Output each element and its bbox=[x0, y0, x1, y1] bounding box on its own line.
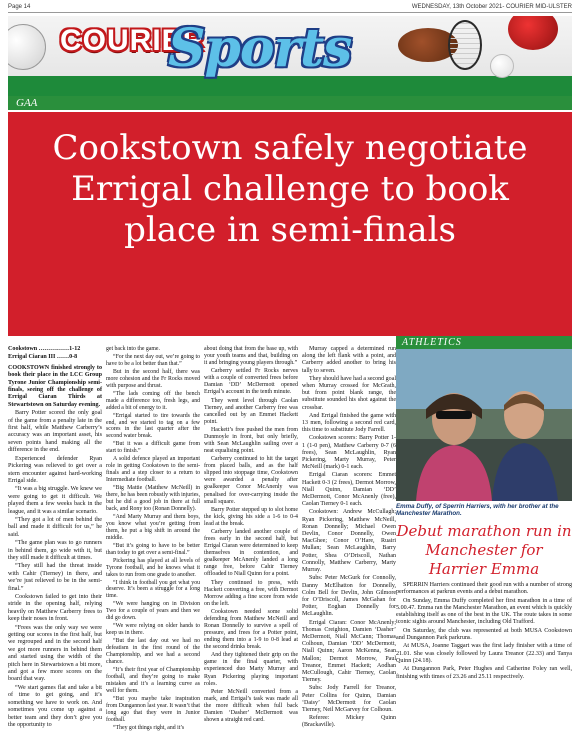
article-paragraph: “But the last day out we had no defeatism in the first round of the Championship, and we had a second chance. bbox=[106, 638, 200, 665]
article-paragraph: On Saturday, the club was represented at both MUSA Cookstown and Dungannon Park parkruns. bbox=[396, 627, 572, 642]
page-number: Page 14 bbox=[8, 4, 31, 10]
article-paragraph: Carberry continued to hit the target from placed balls, and as the half slipped into stoppage time, Cookstown were awarded a penalty after goalkeeper Conor McAnenly was penalised for over-carrying inside the small square. bbox=[204, 456, 298, 505]
article-paragraph: “The lads coming off the bench made a difference too, fresh legs, and added a bit of energy to it. bbox=[106, 390, 200, 411]
article-paragraph: “We were hanging on in Division Two for a couple of years and then we did go down. bbox=[106, 601, 200, 622]
article-paragraph: “The game plan was to go runners in behind them, go wide with it, but they still made it difficult at times. bbox=[8, 540, 102, 561]
article-paragraph: get back into the game. bbox=[106, 346, 160, 352]
article-paragraph: “Errigal started to tire towards the end, and we started to tag on a few scores in the last quarter after the second water break. bbox=[106, 412, 200, 440]
article-lead: COOKSTOWN finished strongly to book their place in the LCC Group Tyrone Junior Championship semi-finals, seeing off the challenge of Errigal Ciaran Thirds at Stewartstown on Saturday evening. bbox=[8, 364, 102, 408]
score-line-1: Cookstown ……………1-12 bbox=[8, 346, 81, 352]
photo-caption: Emma Duffy, of Sperrin Harriers, with her brother at the Manchester Marathon. bbox=[396, 503, 559, 518]
athletics-article bbox=[396, 582, 572, 682]
article-paragraph: On Sunday, Emma Duffy completed her first marathon in a time of 5.00.47. Emma ran the Manchester Marathon, an event which is quickly establishing itself as one of the best in the UK. The route takes in some iconic sights around Manchester, including Old Trafford. bbox=[396, 597, 572, 626]
article-paragraph: At MUSA, Joanne Taggart was the first lady finisher with a time of 21.01. She was closely followed by Laura Treanor (22.33) and Tanya Quinn (24.18). bbox=[396, 643, 572, 664]
football-ball-icon bbox=[8, 24, 46, 70]
masthead bbox=[8, 16, 572, 96]
main-headline: Cookstown safely negotiate Errigal challenge to book place in semi-finals bbox=[52, 128, 528, 250]
article-paragraph: “They got a lot of men behind the ball and made it difficult for us,” he said. bbox=[8, 516, 102, 538]
article-paragraph: “We were relying on older hands to keep us in there. bbox=[106, 623, 200, 637]
article-paragraph: Cookstown: Andrew McCullagh; Ryan Pickering, Matthew McNeill, Ronan Donnelly; Michael Owen Devlin, Conor Donnelly, Owen MacGhee; Conor O’Hare, Ruairi Mullan; Sean McLaughlin, Barry Potter, Shea O’Driscoll, Nathan Connolly, Matthew Carberry, Marty Murray. bbox=[302, 509, 396, 574]
article-paragraph: Carberry settled Fr Rocks nerves with a couple of converted frees before Damian ‘DD’ McDermott opened Errigal’s account in the tenth minute. bbox=[204, 368, 298, 396]
article-paragraph: Subs: Peter McGurk for Connolly, Danny McElhatton for Donnelly, Colm Bell for Devlin, John Gilmore for O’Driscoll, James McGahan for Potter, Eoghan Donnelly for McLaughlin. bbox=[302, 575, 396, 618]
article-paragraph: They continued to press, with Hackett converting a free, with Dermot Morrow adding a fine score from wide on the left. bbox=[204, 579, 298, 607]
article-column-1 bbox=[8, 346, 102, 730]
article-paragraph: “But you maybe take inspiration from Dungannon last year. It wasn’t that long ago that they were in Junior football. bbox=[106, 695, 200, 723]
article-paragraph: “But it was a difficult game from start to finish.” bbox=[106, 441, 200, 455]
score-line-2: Errigal Ciaran III ……0-8 bbox=[8, 354, 78, 361]
athletics-headline: Debut marathon run in Manchester for Harrier Emma bbox=[396, 522, 572, 578]
dateline: WEDNESDAY, 13th October 2021- COURIER MID-ULSTER bbox=[411, 4, 572, 10]
article-paragraph: “They still had the threat inside with Cahir (Tierney) in there, and we’re just relieved to be in the semi-final.” bbox=[8, 563, 102, 592]
article-paragraph: “For the next day out, we’re going to have to be a lot better than that.” bbox=[106, 353, 200, 367]
article-column-4 bbox=[302, 346, 396, 731]
article-paragraph: “Frees was the only way we were getting our scores in the first half, but we regrouped and in the second half we got more runners in behind them and started using the width of the pitch here in Stewartstown a bit more, and got a few more scores on the board that way. bbox=[8, 624, 102, 683]
article-paragraph: “Big Mattie (Matthew McNeill) in there, he has been robustly with injuries, but he did a good job in there at full back, and Rony too (Ronan Donnelly). bbox=[106, 485, 201, 512]
photo-illustration bbox=[396, 349, 572, 501]
article-paragraph: Errigal Ciaran: Conor McAnenly; Thomas Creighton, Damien ‘Dasher’ McDermott, Niall McCann; Thomas Colhoun, Damian ‘DD’ McDermott, Niall Quinn; Aaron McKenna, Sean Mallon; Dermot Morrow, Paul Treanor, Emmet Hackett; Aodhan McCullough, Cahir Tierney, Caolan Tierney. bbox=[302, 619, 396, 684]
article-paragraph: Cookstown needed some solid defending from Matthew McNeill and Ronan Donnelly to survive a spell of pressure, and frees for a Potter point, ending them into a 1-9 to 0-8 lead at the second drinks break. bbox=[204, 608, 298, 651]
article-column-2 bbox=[106, 346, 200, 733]
header-rule bbox=[8, 12, 572, 13]
boxing-glove-icon bbox=[508, 16, 558, 50]
article-paragraph: And Errigal finished the game with 13 men, following a second red card, this time to substitute Jody Farrell. bbox=[302, 412, 396, 434]
article-paragraph: Pickering has played at all levels of Tyrone football, and he knows what it takes to run from one grade to another. bbox=[106, 557, 200, 578]
article-paragraph: “It was a big struggle. We knew we were going to get it difficult. We played them a few weeks back in the league, and it was a similar scenario. bbox=[8, 486, 102, 515]
masthead-green-stripe bbox=[8, 76, 572, 96]
article-paragraph: Hackett’s free pushed the men from Dunmoyle in front, but only briefly, with Sean McLaughlin sailing over a neat equalising point. bbox=[204, 426, 298, 455]
article-paragraph: A solid defence played an important role in getting Cookstown to the semi-finals and a step closer to a return to Intermediate football. bbox=[106, 456, 200, 484]
article-paragraph: “We start games flat and take a bit of time to get going, and it’s something we have to work on. And sometimes you come up against a better team and they don’t give you the opportunity to bbox=[8, 684, 102, 728]
gaa-section-bar bbox=[8, 96, 572, 110]
article-paragraph: Murray capped a determined run along the left flank with a point, and Carberry added another to bring his tally to seven. bbox=[302, 346, 396, 374]
page-header-line bbox=[8, 4, 572, 10]
athletics-label: ATHLETICS bbox=[402, 337, 462, 348]
article-paragraph: about doing that from the base up, with your youth teams and that, building on it and bringing young players through.” bbox=[204, 346, 298, 367]
article-paragraph: “I think in football you get what you deserve. It’s been a struggle for a long time. bbox=[106, 579, 200, 600]
golf-ball-icon bbox=[490, 54, 514, 78]
article-paragraph: Cookstown scorers: Barry Potter 1-1 (1-0 pen), Matthew Carberry 0-7 (6 frees), Sean McLaughlin, Ryan Pickering, Marty Murray, Peter McNeill (mark) 0-1 each. bbox=[302, 435, 396, 471]
racket-icon bbox=[448, 20, 482, 70]
gaa-label: GAA bbox=[16, 97, 38, 109]
article-paragraph: Barry Potter stepped up to slot home the kick, giving his side a 1-6 to 0-4 lead at the break. bbox=[204, 506, 298, 527]
article-paragraph: They went level through Caolan Tierney, and another Carberry free was cancelled out by an Emmet Hackett point. bbox=[204, 397, 298, 425]
article-paragraph: Cookstown failed to get into their stride in the opening half, relying heavily on Matthew Carberry frees to keep their noses in front. bbox=[8, 594, 102, 623]
masthead-courier: COURIER bbox=[60, 24, 206, 57]
article-paragraph: Carberry landed another couple of frees early in the second half, but Errigal Ciaran were determined to keep themselves in contention, and goalkeeper McAnenly landed a long range free, before Cahir Tierney offloaded to Niall Quinn for a point. bbox=[204, 528, 298, 578]
athletics-section-bar bbox=[396, 336, 572, 349]
masthead-sports: Sports bbox=[168, 18, 352, 79]
article-paragraph: And they tightened their grip on the game in the final quarter, with experienced duo Marty Murray and Ryan Pickering playing important roles. bbox=[204, 652, 298, 687]
article-paragraph: But in the second half, there was more cohesion and the Fr Rocks moved with purpose and thrust. bbox=[106, 368, 200, 389]
headline-box bbox=[8, 112, 572, 336]
article-paragraph: Barry Potter scored the only goal of the game from a penalty late in the first half, while Matthew Carberry’s accuracy was an important asset, his seven points hand making all the difference in the end. bbox=[8, 410, 102, 454]
article-paragraph: Errigal Ciaran scorers: Emmet Hackett 0-3 (2 frees), Dermot Morrow, Niall Quinn, Damian ‘DD’ McDermott, Conor McAnenly (free), Caolan Tierney 0-1 each. bbox=[302, 472, 396, 508]
article-paragraph: “But it’s going to have to be better than today to get over a semi-final.” bbox=[106, 542, 200, 556]
article-paragraph: Peter McNeill converted from a mark, and Errigal’s task was made all the more difficult when full back Damien ‘Dasher’ McDermott was shown a straight red card. bbox=[204, 688, 298, 723]
article-paragraph: They should have had a second goal when Murray crossed for McGrath, but from point blank range, the substitute sounded his shot against the crossbar. bbox=[302, 375, 396, 411]
article-paragraph: Referee: Mickey Quinn (Brackaville). bbox=[302, 715, 396, 729]
marathon-photo bbox=[396, 349, 572, 501]
article-paragraph: “It’s their first year of Championship football, and they’re going to make mistakes and it’s a learning curve as well for them. bbox=[106, 666, 200, 694]
article-column-3 bbox=[204, 346, 298, 725]
article-paragraph: Experienced defender Ryan Pickering was relieved to get over a stern encounter against hard-working Errigal side. bbox=[8, 455, 102, 484]
article-paragraph: “They got things right, and it’s bbox=[113, 724, 185, 731]
article-paragraph: “And Marty Murray and them boys, you know what you’re getting from them, he put a big shift in around the middle. bbox=[106, 513, 200, 541]
article-paragraph: SPERRIN Harriers continued their good run with a number of strong performances at parkrun events and a debut marathon. bbox=[396, 582, 572, 596]
article-paragraph: At Dungannon Park, Peter Hughes and Catherine Foley ran well, finishing with times of 23.26 and 25.11 respectively. bbox=[396, 666, 572, 680]
article-paragraph: Subs: Jody Farrell for Treanor, Peter Collins for Quinn, Damian ‘Daisy’ McDermott for Caolan Tierney, Neil McGarvey for Colhoun. bbox=[302, 685, 396, 713]
